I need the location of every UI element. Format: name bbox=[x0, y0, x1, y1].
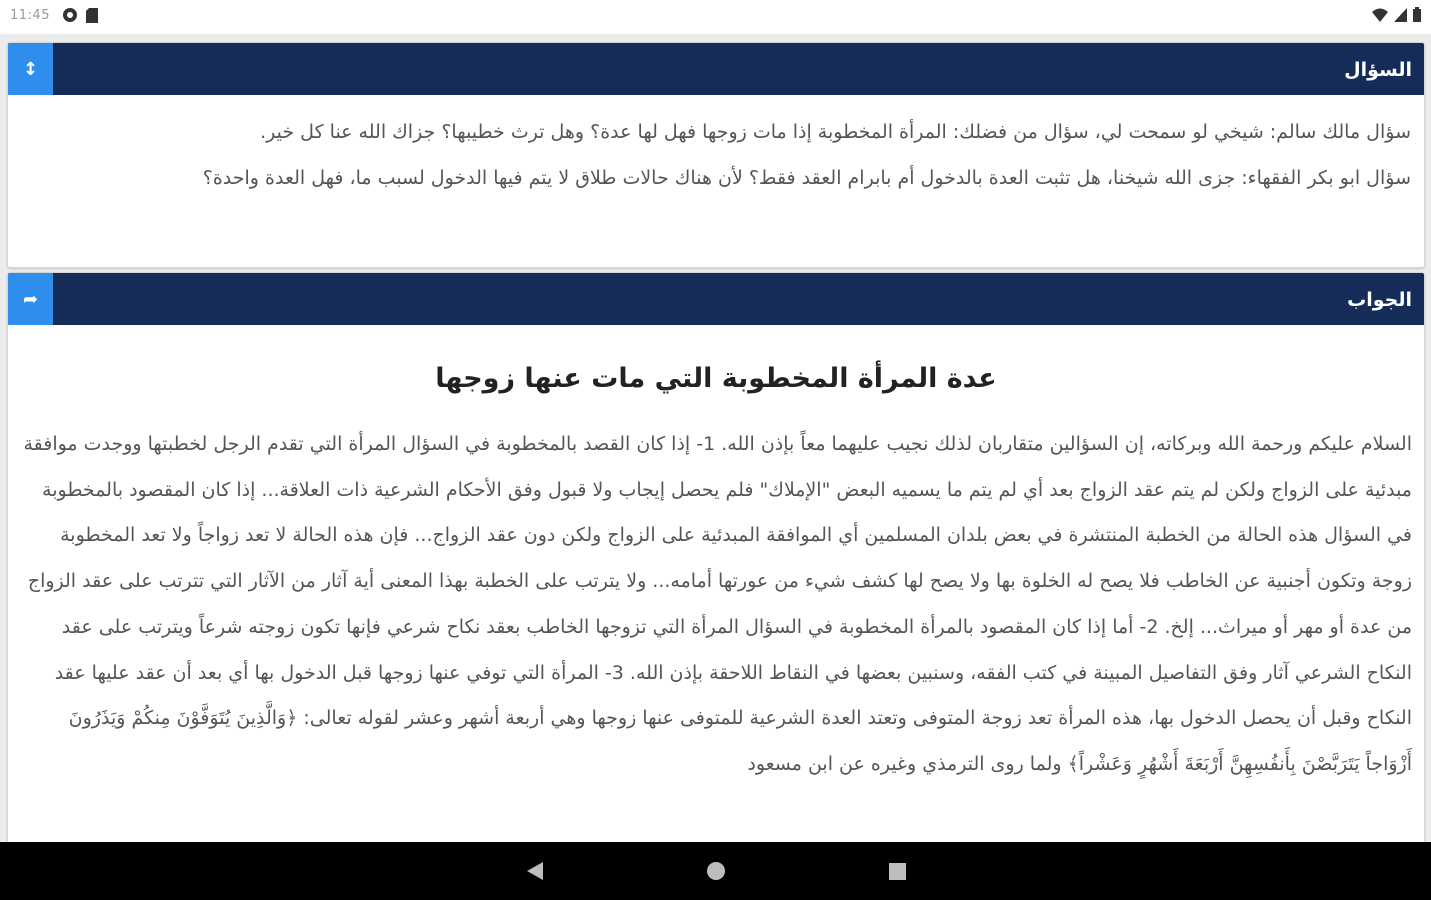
sd-card-icon bbox=[86, 8, 98, 27]
question-paragraph: سؤال ابو بكر الفقهاء: جزى الله شيخنا، هل تثبت العدة بالدخول أم بابرام العقد فقط؟ لأن هناك حالات طلاق لا يتم فيها الدخول لسبب ما، فهل العدة واحدة؟ bbox=[202, 167, 1411, 189]
status-time: 11:45 bbox=[10, 8, 50, 23]
share-button[interactable] bbox=[8, 273, 53, 325]
question-body bbox=[8, 95, 1424, 219]
question-panel bbox=[7, 42, 1425, 268]
status-bar bbox=[0, 0, 1431, 34]
battery-icon bbox=[1413, 7, 1421, 26]
status-icons-left bbox=[62, 7, 98, 27]
status-icons-right bbox=[1372, 7, 1421, 26]
answer-title: عدة المرأة المخطوبة التي مات عنها زوجها bbox=[435, 363, 997, 394]
answer-header-title: الجواب bbox=[1347, 289, 1412, 311]
answer-panel bbox=[7, 272, 1425, 844]
recents-square-icon bbox=[889, 863, 906, 880]
answer-body: السلام عليكم ورحمة الله وبركاته، إن السؤالين متقاربان لذلك نجيب عليهما معاً بإذن الله. 1- إذا كان القصد بالمخطوبة في السؤال المرأة التي تقدم الرجل لخطبتها ووجدت موافقة مبدئية على الزواج ولكن لم يتم عقد الزواج بعد أي لم يتم ما يسميه البعض "الإملاك" فلم يحصل إيجاب ولا قبول وفق الأحكام الشرعية ذات العلاقة... إذا كان المقصود بالمخطوبة في السؤال هذه الحالة من الخطبة المنتشرة في بعض بلدان المسلمين أي الموافقة المبدئية على الزواج ولكن دون عقد الزواج... فإن هذه الحالة لا تعد زواجاً ولا تعد المخطوبة زوجة وتكون أجنبية عن الخاطب فلا يصح له الخلوة بها ولا يصح لها كشف شيء من عورتها أمامه... ولا يترتب على الخطبة بهذا المعنى أية آثار من الآثار التي تترتب على عقد الزواج من عدة أو مهر أو ميراث... إلخ. 2- أما إذا كان المقصود بالمرأة المخطوبة في السؤال المرأة التي تزوجها الخاطب بعقد نكاح شرعي فإنها تكون زوجته شرعاً ويترتب على عقد النكاح الشرعي آثار وفق التفاصيل المبينة في كتب الفقه، وسنبين بعضها في النقاط اللاحقة بإذن الله. 3- المرأة التي توفي عنها زوجها قبل الدخول بها أي بعد أن عقد عليها عقد النكاح وقبل أن يحصل الدخول بها، هذه المرأة تعد زوجة المتوفى وتعتد العدة الشرعية للمتوفى عنها زوجها وهي أربعة أشهر وعشر لقوله تعالى: ﴿وَالَّذِينَ يُتَوَفَّوْنَ مِنكُمْ وَيَذَرُونَ أَزْوَاجاً يَتَرَبَّصْنَ بِأَنفُسِهِنَّ أَرْبَعَةَ أَشْهُرٍ وَعَشْراً﴾ ولما روى الترمذي وغيره عن ابن مسعود bbox=[23, 433, 1412, 775]
back-button[interactable] bbox=[505, 842, 565, 900]
navigation-bar bbox=[0, 842, 1431, 900]
question-paragraph: سؤال مالك سالم: شيخي لو سمحت لي، سؤال من فضلك: المرأة المخطوبة إذا مات زوجها فهل لها عدة؟ وهل ترث خطيبها؟ جزاك الله عنا كل خير. bbox=[260, 121, 1411, 143]
answer-header bbox=[8, 273, 1424, 325]
question-header bbox=[8, 43, 1424, 95]
signal-icon bbox=[1394, 8, 1407, 26]
home-circle-icon bbox=[707, 862, 725, 880]
wifi-icon bbox=[1372, 8, 1388, 26]
share-icon: ➦ bbox=[22, 288, 39, 310]
app-notification-icon bbox=[62, 7, 78, 27]
recents-button[interactable] bbox=[867, 842, 927, 900]
home-button[interactable] bbox=[686, 842, 746, 900]
question-header-title: السؤال bbox=[1344, 59, 1412, 81]
expand-toggle-button[interactable] bbox=[8, 43, 53, 95]
expand-collapse-icon: ↕ bbox=[22, 58, 39, 80]
back-triangle-icon bbox=[527, 862, 543, 880]
